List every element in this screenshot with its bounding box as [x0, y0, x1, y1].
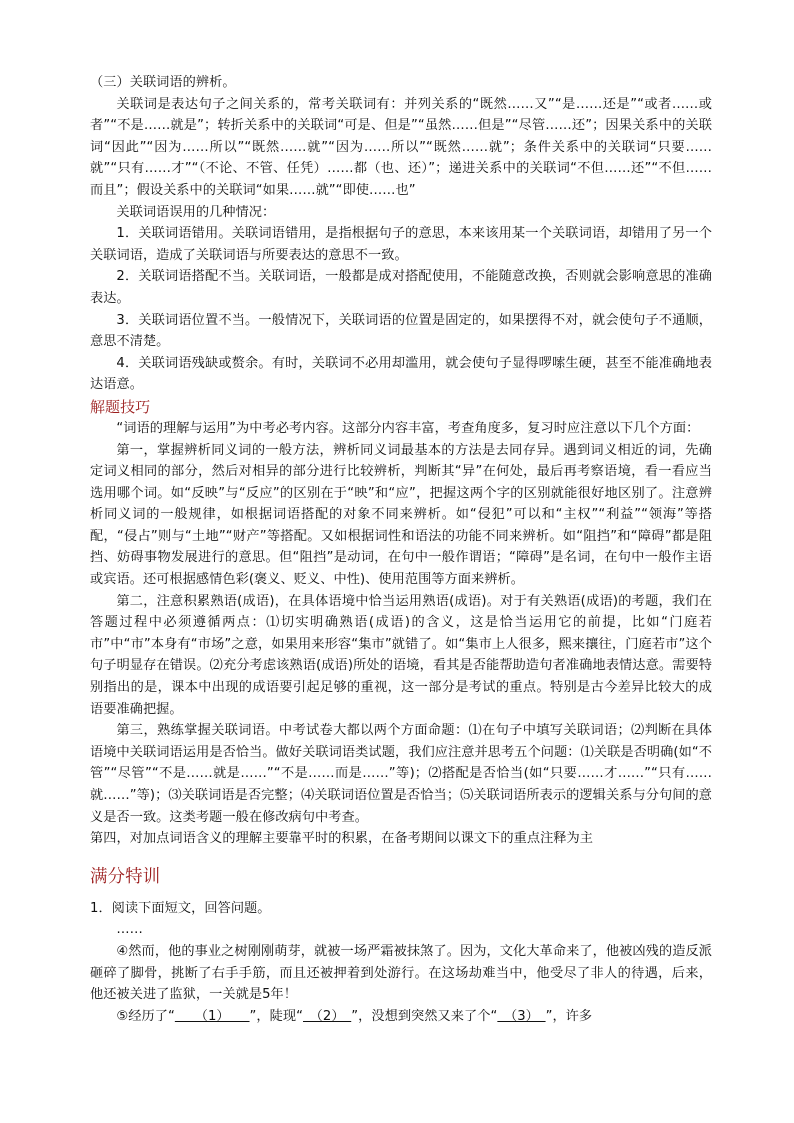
paragraph: 第四，对加点词语含义的理解主要靠平时的积累，在备考期间以课文下的重点注释为主 [90, 831, 594, 847]
passage-paragraph [90, 1006, 712, 1028]
section-heading: （三）关联词语的辨析。 [90, 75, 236, 90]
paragraph: “词语的理解与运用”为中考必考内容。这部分内容丰富，考查角度多，复习时应注意以下几个方面： [116, 420, 700, 436]
list-item: 4．关联词语残缺或赘余。有时，关联词不必用却滥用，就会使句子显得啰嗦生硬，甚至不能准确地表达语意。 [90, 355, 712, 393]
paragraph: 第三，熟练掌握关联词语。中考试卷大都以两个方面命题：⑴在句子中填写关联词语；⑵判断在具体语境中关联词语运用是否恰当。做好关联词语类试题，我们应注意并思考五个问题：⑴关联是否明确(如“不管”“尽管”“不是……就是……”“不是……而是……”等)；⑵搭配是否恰当(如“只要……才……”“只有……就……”等)；⑶关联词语是否完整；⑷关联词语位置是否恰当；⑸关联词语所表示的逻辑关系与分句间的意义是否一致。这类考题一般在修改病句中考查。 [90, 723, 712, 825]
passage-paragraph: ④然而，他的事业之树刚刚萌芽，就被一场严霜被抹煞了。因为，文化大革命来了，他被凶残的造反派砸碎了脚骨，挑断了右手手筋，而且还被押着到处游行。在这场劫难当中，他受尽了非人的待遇，后来，他还被关进了监狱，一关就是5年！ [90, 943, 712, 1003]
fill-blank-1: （1） [174, 1008, 250, 1024]
text-span: ”，许多 [545, 1008, 593, 1024]
paragraph: 第二，注意积累熟语(成语)，在具体语境中恰当运用熟语(成语)。对于有关熟语(成语)的考题，我们在答题过程中必须遵循两点：⑴切实明确熟语(成语)的含义，这是恰当运用它的前提，比如“门庭若市”中“市”本身有“市场”之意，如果用来形容“集市”就错了。如“集市上人很多，熙来攘往，门庭若市”这个句子明显存在错误。⑵充分考虑该熟语(成语)所处的语境，看其是否能帮助造句者准确地表情达意。需要特别指出的是，课本中出现的成语要引起足够的重视，这一部分是考试的重点。特别是古今差异比较大的成语要准确把握。 [90, 593, 712, 717]
paragraph: 关联词语误用的几种情况： [116, 204, 276, 220]
text-span: ”，没想到突然又来了个“ [351, 1008, 498, 1024]
list-item: 2．关联词语搭配不当。关联词语，一般都是成对搭配使用，不能随意改换，否则就会影响意思的准确表达。 [90, 269, 712, 306]
list-item: 3．关联词语位置不当。一般情况下，关联词语的位置是固定的，如果摆得不对，就会使句子不通顺，意思不清楚。 [90, 312, 712, 350]
text-span: ”，陡现“ [249, 1008, 304, 1024]
paragraph: 第一，掌握辨析同义词的一般方法，辨析同义词最基本的方法是去同存异。遇到词义相近的词，先确定词义相同的部分，然后对相异的部分进行比较辨析，判断其“异”在何处，最后再考察语境，看一看应当选用哪个词。如“反映”与“反应”的区别在于“映”和“应”，把握这两个字的区别就能很好地区别了。注意辨析同义词的一般规律，如根据词语搭配的对象不同来辨析。如“侵犯”可以和“主权”“利益”“领海”等搭配，“侵占”则与“土地”“财产”等搭配。又如根据词性和语法的功能不同来辨析。如“阻挡”和“障碍”都是阻挡、妨碍事物发展进行的意思。但“阻挡”是动词，在句中一般作谓语；“障碍”是名词，在句中一般作主语或宾语。还可根据感情色彩(褒义、贬义、中性)、使用范围等方面来辨析。 [90, 442, 712, 588]
list-item: 1．关联词语错用。关联词语错用，是指根据句子的意思，本来该用某一个关联词语，却错用了另一个关联词语，造成了关联词语与所要表达的意思不一致。 [90, 226, 712, 263]
document-body [90, 72, 712, 1027]
paragraph: 关联词是表达句子之间关系的，常考关联词有：并列关系的“既然……又”“是……还是”“或者……或者”“不是……就是”；转折关系中的关联词“可是、但是”“虽然……但是”“尽管……还”；因果关系中的关联词“因此”“因为……所以”“既然……就”“因为……所以”“既然……就”；条件关系中的关联词“只要……就”“只有……才”“（不论、不管、任凭）……都（也、还）”；递进关系中的关联词“不但……还”“不但……而且”；假设关系中的关联词“如果……就”“即使……也” [90, 96, 712, 198]
ellipsis: …… [116, 922, 143, 938]
question-title: 1．阅读下面短文，回答问题。 [90, 900, 271, 916]
fill-blank-3: （3） [497, 1008, 546, 1024]
fill-blank-2: （2） [303, 1008, 352, 1024]
text-span: ⑤经历了“ [116, 1008, 175, 1024]
tips-heading: 解题技巧 [90, 397, 151, 416]
training-heading: 满分特训 [90, 866, 161, 887]
